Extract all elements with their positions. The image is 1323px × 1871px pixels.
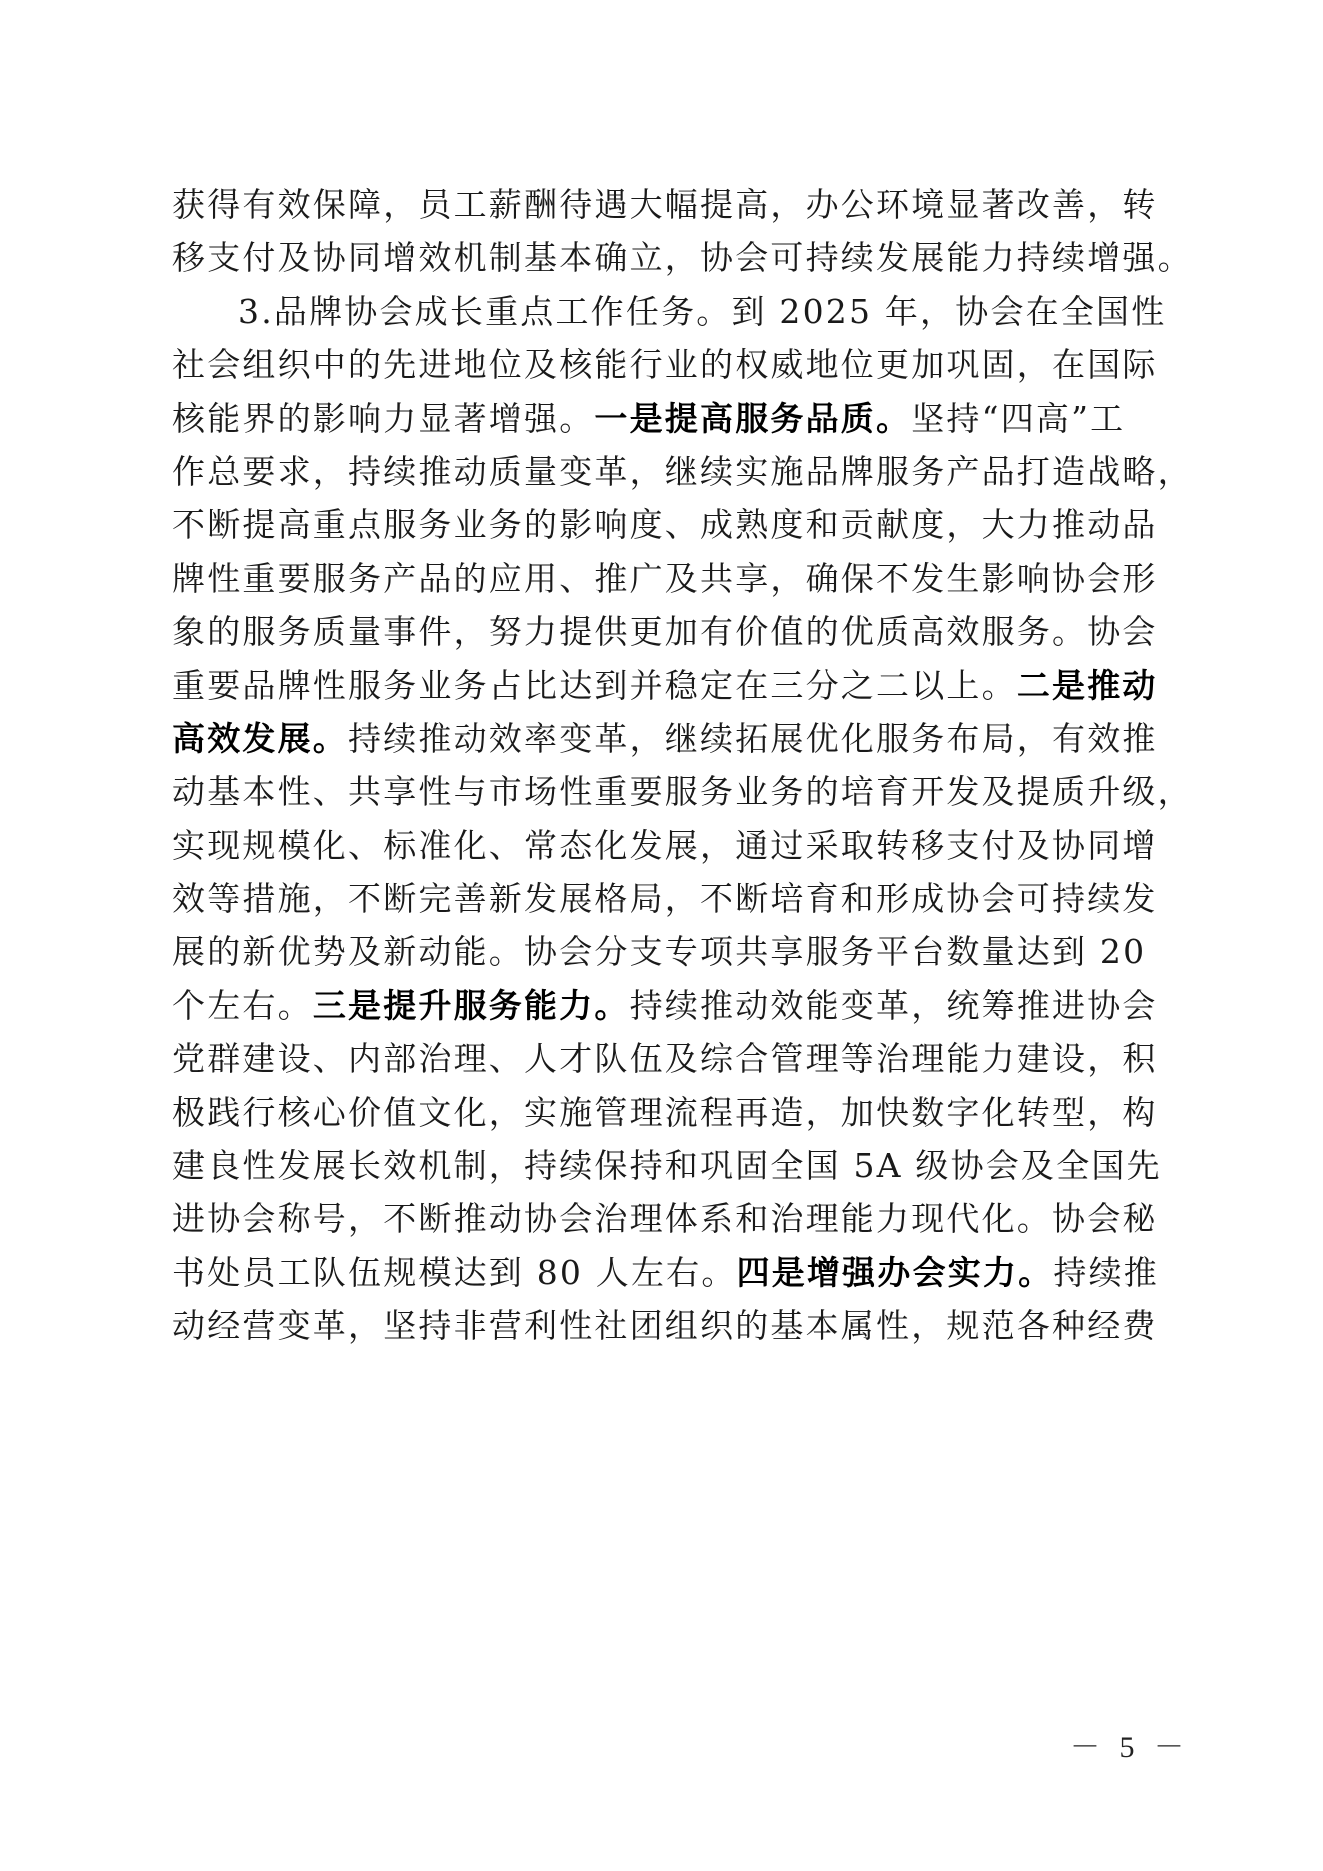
text-run: 效等措施，不断完善新发展格局，不断培育和形成协会可持续发 <box>172 879 1158 919</box>
text-run: 建良性发展长效机制，持续保持和巩固全国 5A 级协会及全国先 <box>172 1146 1162 1186</box>
text-run: 坚持“四高”工 <box>911 398 1126 438</box>
text-run: 极践行核心价值文化，实施管理流程再造，加快数字化转型，构 <box>172 1092 1158 1132</box>
text-line <box>172 178 1162 231</box>
bold-heading-run: 高效发展。 <box>172 718 348 758</box>
text-run: 持续推动效率变革，继续拓展优化服务布局，有效推 <box>348 718 1158 758</box>
text-run: 动经营变革，坚持非营利性社团组织的基本属性，规范各种经费 <box>172 1306 1158 1346</box>
bold-heading-run: 一是提高服务品质。 <box>594 398 912 438</box>
text-line <box>172 1299 1162 1352</box>
text-run: 作总要求，持续推动质量变革，继续实施品牌服务产品打造战略， <box>172 451 1193 491</box>
text-run: 象的服务质量事件，努力提供更加有价值的优质高效服务。协会 <box>172 612 1158 652</box>
text-run: 动基本性、共享性与市场性重要服务业务的培育开发及提质升级， <box>172 772 1193 812</box>
text-line <box>172 392 1162 445</box>
text-line <box>172 231 1193 284</box>
text-line <box>172 1139 1162 1192</box>
text-line <box>172 445 1193 498</box>
text-run: 核能界的影响力显著增强。 <box>172 398 595 438</box>
document-body <box>172 178 1193 1353</box>
text-run: 重要品牌性服务业务占比达到并稳定在三分之二以上。 <box>172 665 1017 705</box>
text-run: 移支付及协同增效机制基本确立，协会可持续发展能力持续增强。 <box>172 238 1193 278</box>
text-line <box>172 552 1162 605</box>
text-line <box>172 498 1162 551</box>
text-run: 不断提高重点服务业务的影响度、成熟度和贡献度，大力推动品 <box>172 505 1158 545</box>
text-run: 持续推 <box>1053 1252 1159 1292</box>
text-run: 牌性重要服务产品的应用、推广及共享，确保不发生影响协会形 <box>172 558 1158 598</box>
text-line <box>172 1086 1162 1139</box>
text-line <box>172 1192 1162 1245</box>
bold-heading-run: 四是增强办会实力。 <box>736 1252 1054 1292</box>
text-run: 进协会称号，不断推动协会治理体系和治理能力现代化。协会秘 <box>172 1199 1158 1239</box>
text-line <box>172 338 1162 391</box>
text-run: 3.品牌协会成长重点工作任务。到 2025 年，协会在全国性 <box>238 291 1167 331</box>
text-line <box>172 285 1167 338</box>
text-run: 社会组织中的先进地位及核能行业的权威地位更加巩固，在国际 <box>172 345 1158 385</box>
text-line <box>172 819 1162 872</box>
text-line <box>172 712 1162 765</box>
text-line <box>172 1032 1162 1085</box>
text-run: 党群建设、内部治理、人才队伍及综合管理等治理能力建设，积 <box>172 1039 1158 1079</box>
text-line <box>172 979 1162 1032</box>
bold-heading-run: 三是提升服务能力。 <box>312 985 630 1025</box>
text-line <box>172 765 1193 818</box>
page-number: － 5 － <box>1070 1731 1190 1764</box>
text-run: 展的新优势及新动能。协会分支专项共享服务平台数量达到 20 <box>172 932 1147 972</box>
text-line <box>172 925 1162 978</box>
bold-heading-run: 二是推动 <box>1016 665 1158 705</box>
text-run: 获得有效保障，员工薪酬待遇大幅提高，办公环境显著改善，转 <box>172 185 1158 224</box>
text-run: 实现规模化、标准化、常态化发展，通过采取转移支付及协同增 <box>172 825 1158 865</box>
text-run: 持续推动效能变革，统筹推进协会 <box>629 985 1158 1025</box>
text-line <box>172 1246 1162 1299</box>
text-run: 书处员工队伍规模达到 80 人左右。 <box>172 1252 737 1292</box>
text-line <box>172 605 1162 658</box>
text-line <box>172 659 1162 712</box>
text-line <box>172 872 1162 925</box>
text-run: 个左右。 <box>172 985 313 1025</box>
